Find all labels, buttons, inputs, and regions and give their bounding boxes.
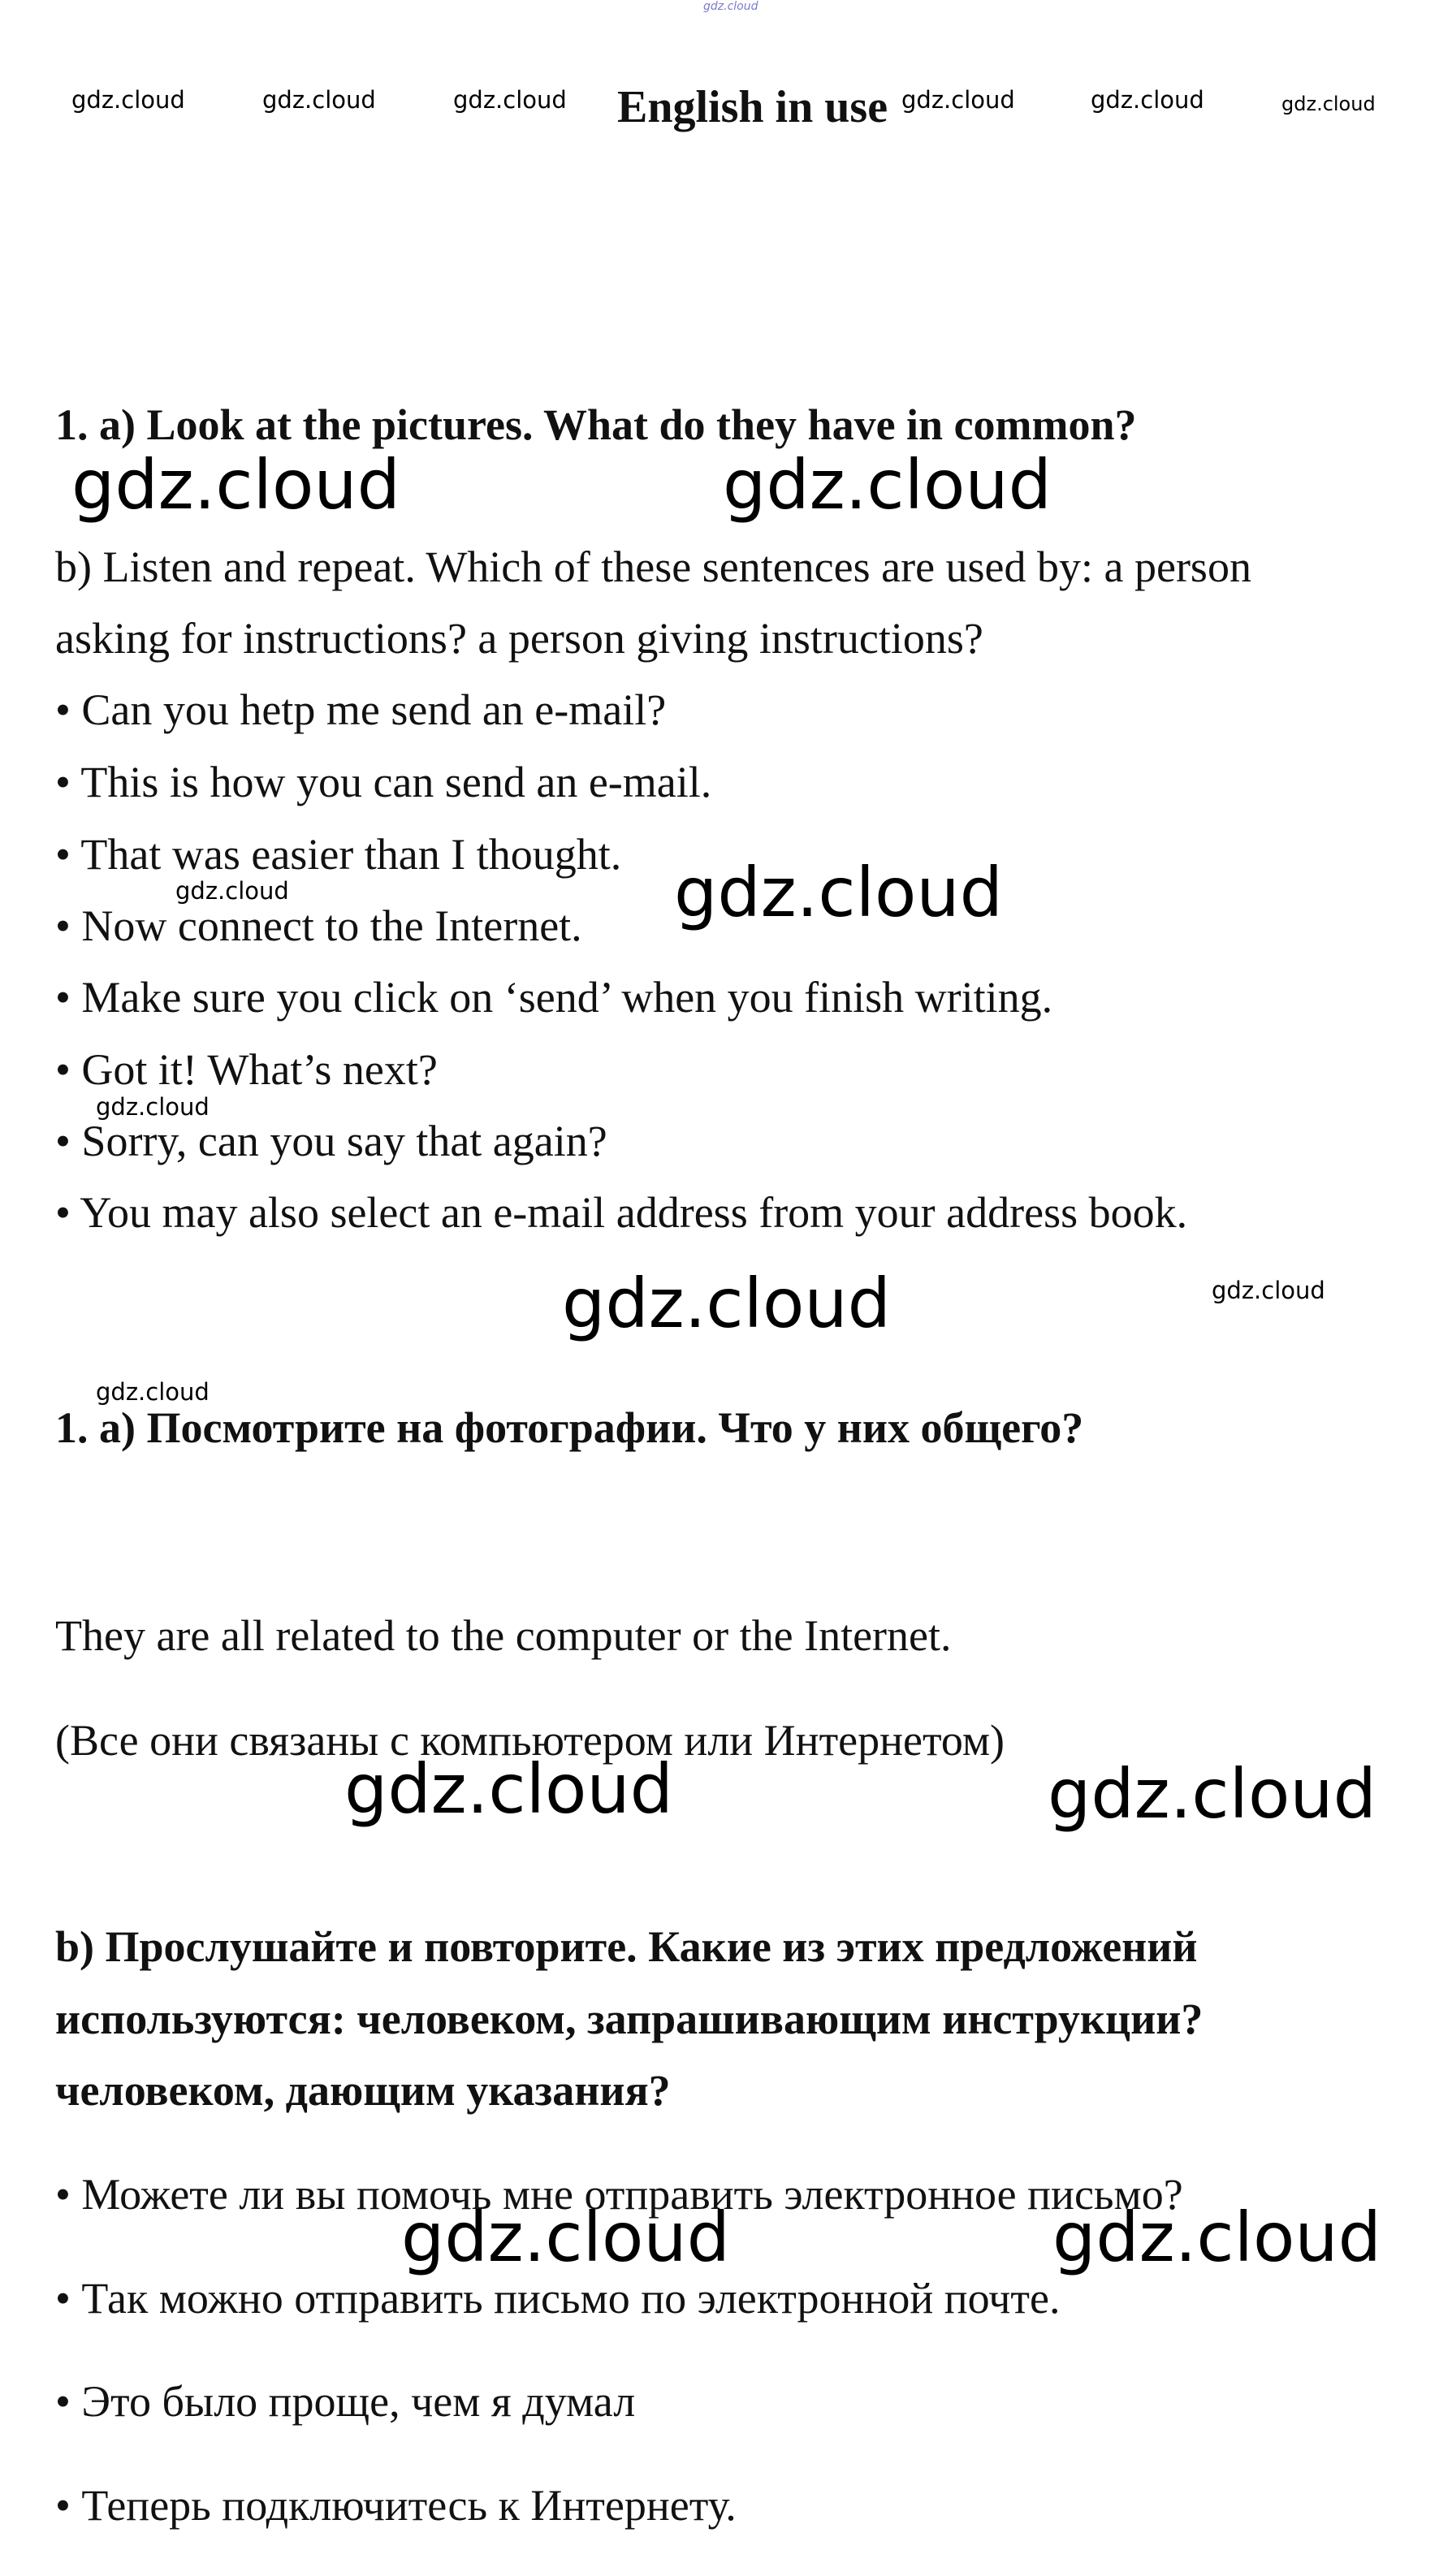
watermark: gdz.cloud bbox=[723, 445, 1052, 525]
watermark: gdz.cloud bbox=[1048, 1754, 1376, 1834]
page-title: English in use bbox=[617, 82, 888, 132]
task-b-heading-ru: используются: человеком, запрашивающим инструкции? bbox=[55, 1995, 1204, 2043]
list-item: • Так можно отправить письмо по электронной почте. bbox=[55, 2274, 1061, 2323]
watermark-top: gdz.cloud bbox=[703, 0, 758, 13]
list-item: • Теперь подключитесь к Интернету. bbox=[55, 2481, 737, 2530]
watermark: gdz.cloud bbox=[901, 86, 1015, 114]
list-item: • This is how you can send an e-mail. bbox=[55, 758, 712, 806]
watermark: gdz.cloud bbox=[453, 86, 567, 114]
answer-ru: (Все они связаны с компьютером или Интернетом) bbox=[55, 1716, 1005, 1765]
task-b-heading-ru: b) Прослушайте и повторите. Какие из этих предложений bbox=[55, 1922, 1198, 1971]
list-item: • Можете ли вы помочь мне отправить электронное письмо? bbox=[55, 2170, 1183, 2219]
list-item: • Got it! What’s next? bbox=[55, 1045, 438, 1094]
watermark: gdz.cloud bbox=[1091, 86, 1204, 114]
task-b-line: b) Listen and repeat. Which of these sentences are used by: a person bbox=[55, 542, 1251, 591]
list-item: • Make sure you click on ‘send’ when you finish writing. bbox=[55, 973, 1053, 1022]
task-b-heading-ru: человеком, дающим указания? bbox=[55, 2066, 671, 2115]
watermark: gdz.cloud bbox=[71, 445, 400, 525]
task-a-heading: 1. a) Look at the pictures. What do they have in common? bbox=[55, 400, 1137, 449]
watermark: gdz.cloud bbox=[344, 1749, 673, 1829]
watermark: gdz.cloud bbox=[96, 1093, 210, 1121]
task-b-line: asking for instructions? a person giving instructions? bbox=[55, 614, 983, 663]
watermark: gdz.cloud bbox=[1212, 1277, 1325, 1304]
watermark: gdz.cloud bbox=[96, 1378, 210, 1406]
watermark: gdz.cloud bbox=[71, 86, 185, 114]
watermark: gdz.cloud bbox=[401, 2198, 730, 2277]
watermark: gdz.cloud bbox=[1052, 2198, 1381, 2277]
task-a-heading-ru: 1. a) Посмотрите на фотографии. Что у них общего? bbox=[55, 1403, 1084, 1452]
list-item: • Now connect to the Internet. bbox=[55, 901, 582, 950]
watermark: gdz.cloud bbox=[562, 1264, 891, 1343]
list-item: • Это было проще, чем я думал bbox=[55, 2377, 636, 2426]
list-item: • Can you hetp me send an e-mail? bbox=[55, 685, 667, 734]
watermark: gdz.cloud bbox=[175, 877, 289, 905]
answer-en: They are all related to the computer or the Internet. bbox=[55, 1611, 952, 1660]
watermark: gdz.cloud bbox=[262, 86, 376, 114]
watermark: gdz.cloud bbox=[1281, 93, 1376, 115]
list-item: • Sorry, can you say that again? bbox=[55, 1117, 607, 1165]
list-item: • You may also select an e-mail address from your address book. bbox=[55, 1188, 1188, 1237]
list-item: • That was easier than I thought. bbox=[55, 830, 622, 879]
watermark: gdz.cloud bbox=[674, 853, 1003, 932]
